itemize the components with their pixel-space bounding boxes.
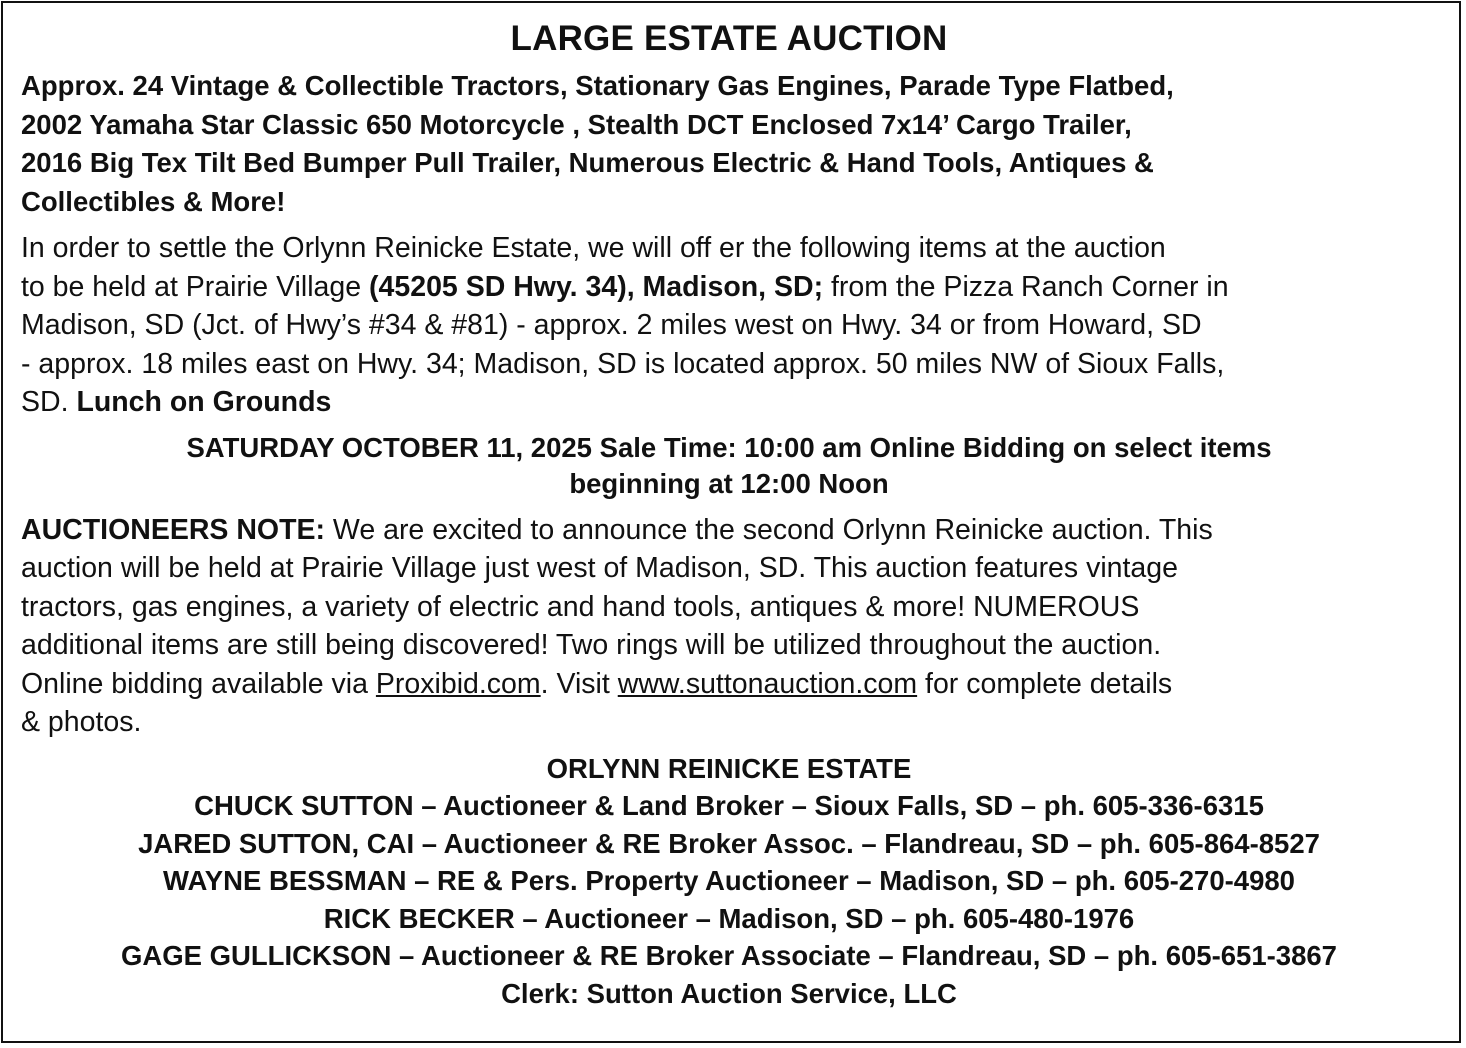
headline [21,67,1437,221]
intro-text: SD. [21,386,77,418]
address: (45205 SD Hwy. 34), Madison, SD; [369,270,824,303]
intro-line [21,383,1437,422]
headline-line: 2002 Yamaha Star Classic 650 Motorcycle , Stealth DCT Enclosed 7x14’ Cargo Trailer, [21,108,1132,140]
note-line: tractors, gas engines, a variety of electric and hand tools, antiques & more! NUMEROUS [21,590,1140,623]
intro-line [21,268,1437,307]
lunch-note: Lunch on Grounds [76,386,332,418]
intro-paragraph [21,229,1437,422]
intro-text: from the Pizza Ranch Corner in [823,270,1229,303]
intro-line: - approx. 18 miles east on Hwy. 34; Madison, SD is located approx. 50 miles NW of Sioux Falls, [21,347,1225,380]
note-label: AUCTIONEERS NOTE: [21,513,326,546]
note-line [21,665,1437,704]
sale-time-line: SATURDAY OCTOBER 11, 2025 Sale Time: 10:00 am Online Bidding on select items [186,431,1272,463]
auctioneers-note [21,511,1437,742]
headline-line: Approx. 24 Vintage & Collectible Tractors, Stationary Gas Engines, Parade Type Flatbed, [21,70,1174,101]
headline-line: Collectibles & More! [21,185,286,217]
clerk-line: Clerk: Sutton Auction Service, LLC [501,977,957,1009]
note-text: Online bidding available via [21,667,376,700]
sale-time [21,430,1437,503]
note-line: auction will be held at Prairie Village just west of Madison, SD. This auction features vintage [21,552,1178,584]
sale-time-line: beginning at 12:00 Noon [569,468,889,499]
auction-ad [1,1,1461,1043]
note-line: additional items are still being discovered! Two rings will be utilized throughout the auction. [21,629,1162,661]
sutton-auction-link[interactable]: www.suttonauction.com [617,667,918,700]
note-text: for complete details [917,667,1173,700]
headline-line: 2016 Big Tex Tilt Bed Bumper Pull Trailer, Numerous Electric & Hand Tools, Antiques & [21,147,1154,178]
contact-line: CHUCK SUTTON – Auctioneer & Land Broker – Sioux Falls, SD – ph. 605-336-6315 [194,790,1264,821]
contacts [21,750,1437,1013]
contact-line: JARED SUTTON, CAI – Auctioneer & RE Broker Assoc. – Flandreau, SD – ph. 605-864-8527 [138,827,1320,859]
intro-text: to be held at Prairie Village [21,270,370,303]
contact-line: RICK BECKER – Auctioneer – Madison, SD – ph. 605-480-1976 [323,902,1135,934]
note-text: We are excited to announce the second Orlynn Reinicke auction. This [325,513,1213,546]
estate-name: ORLYNN REINICKE ESTATE [546,752,912,784]
contact-line: WAYNE BESSMAN – RE & Pers. Property Auctioneer – Madison, SD – ph. 605-270-4980 [163,865,1295,896]
intro-line: Madison, SD (Jct. of Hwy’s #34 & #81) - approx. 2 miles west on Hwy. 34 or from Howard, SD [21,309,1202,341]
intro-line: In order to settle the Orlynn Reinicke Estate, we will off er the following items at the auction [21,232,1166,264]
contact-line: GAGE GULLICKSON – Auctioneer & RE Broker Associate – Flandreau, SD – ph. 605-651-3867 [121,940,1337,971]
note-line [21,511,1437,550]
note-text: . Visit [540,667,618,700]
ad-title: LARGE ESTATE AUCTION [510,19,948,58]
note-line: & photos. [21,706,142,738]
proxibid-link[interactable]: Proxibid.com [375,667,541,700]
